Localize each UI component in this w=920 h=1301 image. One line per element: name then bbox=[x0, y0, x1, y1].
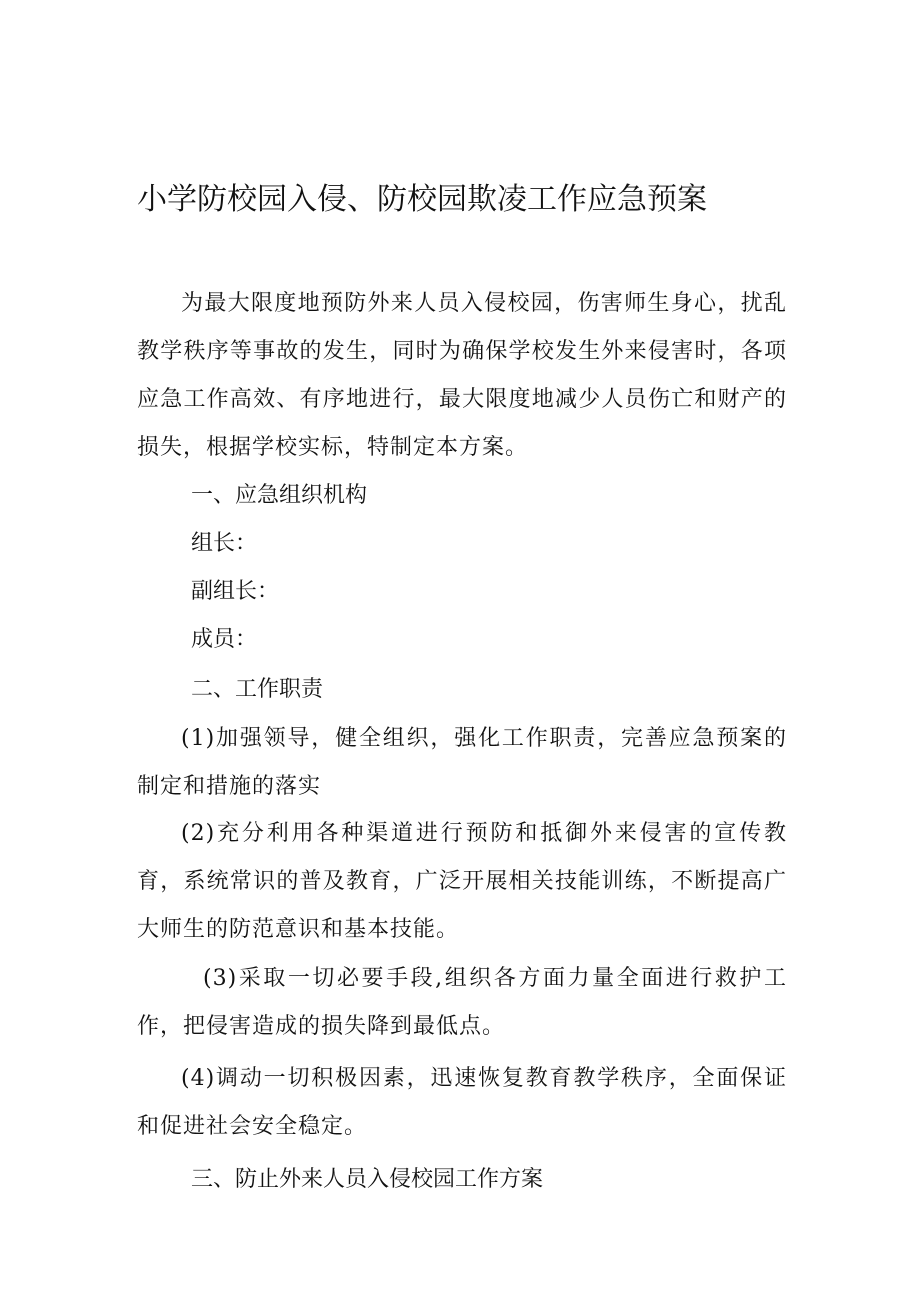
section-3-heading: 三、防止外来人员入侵校园工作方案 bbox=[191, 1167, 544, 1192]
duty-item-1: (1)加强领导，健全组织，强化工作职责，完善应急预案的制定和措施的落实 bbox=[137, 726, 787, 799]
document-title: 小学防校园入侵、防校园欺凌工作应急预案 bbox=[137, 182, 707, 217]
duty-item-4: (4)调动一切积极因素，迅速恢复教育教学秩序，全面保证和促进社会安全稳定。 bbox=[137, 1066, 787, 1139]
duty-item-3: (3)采取一切必要手段,组织各方面力量全面进行救护工作，把侵害造成的损失降到最低点。 bbox=[137, 966, 787, 1039]
deputy-leader-line: 副组长： bbox=[191, 579, 280, 604]
section-1-heading: 一、应急组织机构 bbox=[191, 483, 368, 508]
members-line: 成员： bbox=[191, 627, 258, 652]
leader-line: 组长： bbox=[191, 531, 258, 556]
duty-item-2: (2)充分利用各种渠道进行预防和抵御外来侵害的宣传教育，系统常识的普及教育，广泛开展相关技能训练，不断提高广大师生的防范意识和基本技能。 bbox=[137, 821, 787, 942]
intro-paragraph: 为最大限度地预防外来人员入侵校园，伤害师生身心，扰乱教学秩序等事故的发生，同时为确保学校发生外来侵害时，各项应急工作高效、有序地进行，最大限度地减少人员伤亡和财产的损失，根据学校实标，特制定本方案。 bbox=[137, 291, 787, 460]
section-2-heading: 二、工作职责 bbox=[191, 677, 324, 702]
